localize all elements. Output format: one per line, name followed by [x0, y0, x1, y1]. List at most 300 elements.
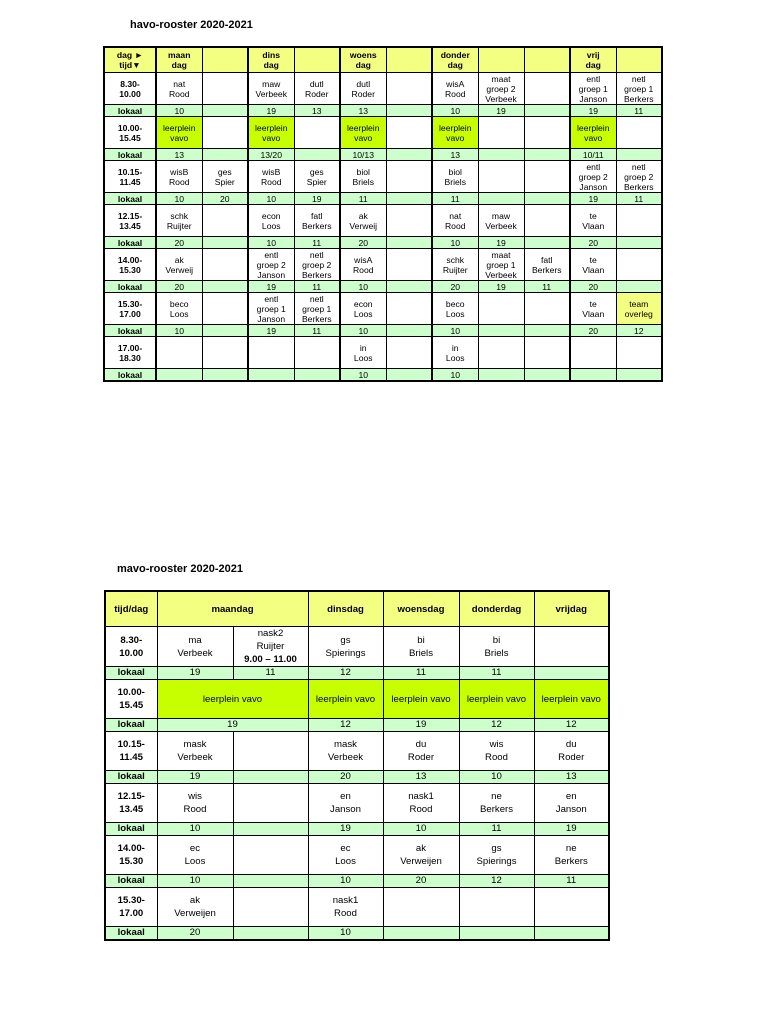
lesson-cell [294, 117, 340, 149]
lokaal-cell: 12 [534, 719, 609, 732]
time-cell: 10.00- 15.45 [104, 117, 156, 149]
lesson-cell: leerplein vavo [157, 680, 308, 719]
lesson-cell: ec Loos [157, 836, 233, 875]
lesson-cell: leerplein vavo [308, 680, 383, 719]
lokaal-cell: 19 [157, 771, 233, 784]
lokaal-cell [233, 771, 308, 784]
lesson-cell [386, 249, 432, 281]
lokaal-cell: 13 [156, 149, 202, 161]
lokaal-cell [386, 369, 432, 382]
lesson-cell: wisB Rood [156, 161, 202, 193]
lokaal-cell [386, 281, 432, 293]
lokaal-cell: 20 [570, 325, 616, 337]
header-row [104, 47, 662, 73]
lokaal-cell: 13 [383, 771, 459, 784]
lokaal-cell [386, 325, 432, 337]
lesson-cell [386, 205, 432, 237]
lesson-cell: biol Briels [432, 161, 478, 193]
lokaal-cell: 20 [383, 875, 459, 888]
lokaal-cell: 19 [308, 823, 383, 836]
lesson-cell [478, 161, 524, 193]
time-row [105, 836, 609, 875]
lokaal-row [104, 369, 662, 382]
lokaal-cell [534, 667, 609, 680]
lesson-cell: ma Verbeek [157, 627, 233, 667]
time-row [105, 784, 609, 823]
havo-title: havo-rooster 2020-2021 [130, 19, 253, 31]
lesson-cell [233, 784, 308, 823]
lokaal-cell: 19 [248, 281, 294, 293]
lokaal-row [104, 325, 662, 337]
lokaal-cell: 20 [156, 281, 202, 293]
lokaal-cell: 10 [157, 823, 233, 836]
lokaal-row [105, 719, 609, 732]
day-header: dinsdag [308, 591, 383, 627]
lokaal-cell: 10/11 [570, 149, 616, 161]
lokaal-row [104, 237, 662, 249]
lokaal-cell: 10 [156, 325, 202, 337]
lokaal-cell [202, 325, 248, 337]
lokaal-label: lokaal [104, 105, 156, 117]
lesson-cell: ne Berkers [534, 836, 609, 875]
lesson-cell: netl groep 1 Berkers [294, 293, 340, 325]
time-cell: 12.15- 13.45 [105, 784, 157, 823]
lokaal-cell: 11 [534, 875, 609, 888]
lesson-cell: netl groep 2 Berkers [616, 161, 662, 193]
lokaal-cell: 10 [340, 369, 386, 382]
lokaal-cell [616, 281, 662, 293]
day-header [202, 47, 248, 73]
lokaal-cell [233, 927, 308, 941]
lesson-cell: beco Loos [432, 293, 478, 325]
time-cell: 12.15- 13.45 [104, 205, 156, 237]
lokaal-cell [478, 325, 524, 337]
lesson-cell: leerplein vavo [156, 117, 202, 149]
lokaal-row [105, 875, 609, 888]
lesson-cell: wis Rood [157, 784, 233, 823]
lesson-cell: entl groep 1 Janson [248, 293, 294, 325]
lesson-cell: du Roder [534, 732, 609, 771]
time-cell: 15.30- 17.00 [105, 888, 157, 927]
lesson-cell: dutl Roder [294, 73, 340, 105]
lokaal-cell [524, 325, 570, 337]
lokaal-cell: 11 [294, 281, 340, 293]
lokaal-cell: 19 [383, 719, 459, 732]
lesson-cell: te Vlaan [570, 293, 616, 325]
lokaal-cell: 11 [459, 823, 534, 836]
lesson-cell: dutl Roder [340, 73, 386, 105]
lokaal-cell: 10 [432, 369, 478, 382]
lesson-cell [616, 249, 662, 281]
lokaal-cell [202, 105, 248, 117]
lesson-cell [386, 161, 432, 193]
time-row [105, 680, 609, 719]
lesson-cell: ak Verweijen [383, 836, 459, 875]
corner-cell: dag ► tijd▼ [104, 47, 156, 73]
lokaal-cell [233, 823, 308, 836]
lesson-cell: ges Spier [202, 161, 248, 193]
lokaal-row [105, 823, 609, 836]
lesson-cell [478, 117, 524, 149]
lokaal-cell: 19 [478, 105, 524, 117]
lesson-cell: te Vlaan [570, 249, 616, 281]
lesson-cell [478, 337, 524, 369]
lokaal-cell: 13 [294, 105, 340, 117]
lokaal-cell [202, 369, 248, 382]
lokaal-label: lokaal [104, 369, 156, 382]
lokaal-cell: 13 [534, 771, 609, 784]
lokaal-cell [616, 149, 662, 161]
lesson-cell: nask1 Rood [308, 888, 383, 927]
day-header: maan dag [156, 47, 202, 73]
lesson-cell [570, 337, 616, 369]
lokaal-cell [478, 149, 524, 161]
lokaal-cell: 10/13 [340, 149, 386, 161]
lesson-cell [202, 205, 248, 237]
lokaal-cell [383, 927, 459, 941]
lesson-cell: te Vlaan [570, 205, 616, 237]
lokaal-cell [202, 281, 248, 293]
lokaal-cell: 10 [383, 823, 459, 836]
lokaal-cell: 11 [294, 237, 340, 249]
lesson-cell [386, 117, 432, 149]
lesson-cell: ec Loos [308, 836, 383, 875]
lesson-cell: leerplein vavo [248, 117, 294, 149]
lesson-cell [233, 732, 308, 771]
lesson-cell [383, 888, 459, 927]
lokaal-cell: 10 [157, 875, 233, 888]
lokaal-label: lokaal [105, 771, 157, 784]
lesson-cell [524, 337, 570, 369]
lokaal-label: lokaal [104, 237, 156, 249]
lokaal-cell [524, 193, 570, 205]
lokaal-cell: 10 [308, 875, 383, 888]
time-row [104, 249, 662, 281]
day-header [294, 47, 340, 73]
time-cell: 17.00- 18.30 [104, 337, 156, 369]
lesson-cell: leerplein vavo [383, 680, 459, 719]
lokaal-label: lokaal [105, 927, 157, 941]
lesson-cell [386, 293, 432, 325]
lesson-cell: leerplein vavo [432, 117, 478, 149]
lokaal-cell: 12 [308, 667, 383, 680]
day-header: woens dag [340, 47, 386, 73]
day-header: vrij dag [570, 47, 616, 73]
lokaal-cell: 13 [432, 149, 478, 161]
time-row [104, 73, 662, 105]
day-header [478, 47, 524, 73]
lokaal-row [104, 193, 662, 205]
lokaal-cell: 10 [248, 193, 294, 205]
day-header: woensdag [383, 591, 459, 627]
lokaal-cell [248, 369, 294, 382]
lesson-cell: mask Verbeek [157, 732, 233, 771]
lesson-cell: biol Briels [340, 161, 386, 193]
lokaal-cell [233, 875, 308, 888]
lokaal-cell: 19 [294, 193, 340, 205]
lesson-cell: in Loos [432, 337, 478, 369]
mavo-title: mavo-rooster 2020-2021 [117, 563, 243, 575]
lokaal-cell: 20 [432, 281, 478, 293]
lokaal-cell: 20 [157, 927, 233, 941]
lesson-cell [386, 73, 432, 105]
lokaal-cell: 11 [294, 325, 340, 337]
lokaal-cell [386, 193, 432, 205]
day-header [524, 47, 570, 73]
lesson-cell: ak Verweij [156, 249, 202, 281]
lokaal-cell: 10 [248, 237, 294, 249]
lesson-cell [524, 293, 570, 325]
lokaal-cell: 10 [432, 237, 478, 249]
lokaal-cell: 10 [156, 193, 202, 205]
lokaal-cell: 11 [432, 193, 478, 205]
lokaal-cell [534, 927, 609, 941]
lokaal-cell: 11 [340, 193, 386, 205]
lokaal-cell: 10 [308, 927, 383, 941]
lesson-cell: mask Verbeek [308, 732, 383, 771]
lesson-cell [478, 293, 524, 325]
lesson-cell: netl groep 2 Berkers [294, 249, 340, 281]
lesson-cell: fatl Berkers [294, 205, 340, 237]
lesson-cell [202, 249, 248, 281]
lesson-cell: ne Berkers [459, 784, 534, 823]
time-cell: 8.30- 10.00 [104, 73, 156, 105]
lokaal-cell: 10 [432, 105, 478, 117]
lesson-cell: leerplein vavo [459, 680, 534, 719]
time-cell: 14.00- 15.30 [104, 249, 156, 281]
lesson-cell: en Janson [534, 784, 609, 823]
lokaal-cell: 12 [459, 875, 534, 888]
lesson-cell: ges Spier [294, 161, 340, 193]
lesson-cell: ak Verweijen [157, 888, 233, 927]
lokaal-cell [202, 149, 248, 161]
lokaal-cell [386, 105, 432, 117]
lokaal-label: lokaal [105, 875, 157, 888]
havo-schedule-table [103, 46, 663, 382]
lokaal-row [105, 667, 609, 680]
lesson-cell: entl groep 2 Janson [248, 249, 294, 281]
lesson-cell: econ Loos [248, 205, 294, 237]
lokaal-label: lokaal [104, 281, 156, 293]
lesson-cell: nask1 Rood [383, 784, 459, 823]
lokaal-row [104, 149, 662, 161]
time-row [104, 337, 662, 369]
time-cell: 10.00- 15.45 [105, 680, 157, 719]
lesson-cell: nat Rood [432, 205, 478, 237]
lesson-cell [202, 337, 248, 369]
lesson-cell: maat groep 2 Verbeek [478, 73, 524, 105]
lesson-cell: wisA Rood [432, 73, 478, 105]
lokaal-cell: 20 [570, 281, 616, 293]
lesson-cell [534, 888, 609, 927]
lesson-cell: schk Ruijter [432, 249, 478, 281]
lokaal-cell: 19 [570, 105, 616, 117]
lokaal-cell: 19 [157, 719, 308, 732]
lesson-cell [233, 836, 308, 875]
lokaal-cell: 20 [570, 237, 616, 249]
lesson-cell [233, 888, 308, 927]
lokaal-label: lokaal [104, 193, 156, 205]
time-row [105, 627, 609, 667]
day-header: donder dag [432, 47, 478, 73]
lokaal-cell: 20 [202, 193, 248, 205]
time-cell: 10.15- 11.45 [105, 732, 157, 771]
lokaal-cell: 19 [534, 823, 609, 836]
lokaal-cell: 19 [570, 193, 616, 205]
lokaal-cell: 20 [156, 237, 202, 249]
day-header [386, 47, 432, 73]
lokaal-cell [524, 149, 570, 161]
lesson-cell: ak Verweij [340, 205, 386, 237]
lokaal-row [105, 927, 609, 941]
time-row [104, 117, 662, 149]
lokaal-cell: 11 [233, 667, 308, 680]
day-header: dins dag [248, 47, 294, 73]
lokaal-cell: 13 [340, 105, 386, 117]
lesson-cell: in Loos [340, 337, 386, 369]
lesson-cell: entl groep 2 Janson [570, 161, 616, 193]
lesson-cell: bi Briels [459, 627, 534, 667]
lesson-cell [202, 117, 248, 149]
day-header: maandag [157, 591, 308, 627]
lokaal-cell [386, 237, 432, 249]
lokaal-label: lokaal [105, 823, 157, 836]
day-header: donderdag [459, 591, 534, 627]
lesson-cell: maw Verbeek [478, 205, 524, 237]
lesson-cell: leerplein vavo [340, 117, 386, 149]
mavo-schedule-table [104, 590, 610, 941]
lesson-cell: econ Loos [340, 293, 386, 325]
lesson-cell: bi Briels [383, 627, 459, 667]
lesson-cell [156, 337, 202, 369]
lokaal-cell: 13/20 [248, 149, 294, 161]
lesson-cell [616, 337, 662, 369]
lesson-cell: nask2 Ruijter 9.00 – 11.00 [233, 627, 308, 667]
lokaal-cell: 11 [616, 193, 662, 205]
lokaal-cell: 10 [340, 281, 386, 293]
lesson-cell: gs Spierings [459, 836, 534, 875]
lokaal-row [104, 105, 662, 117]
lokaal-cell [616, 237, 662, 249]
lokaal-cell: 10 [156, 105, 202, 117]
lokaal-cell [478, 369, 524, 382]
lokaal-cell: 19 [248, 325, 294, 337]
lokaal-cell: 10 [459, 771, 534, 784]
lesson-cell [386, 337, 432, 369]
lesson-cell: leerplein vavo [570, 117, 616, 149]
day-header [616, 47, 662, 73]
lokaal-cell: 19 [157, 667, 233, 680]
lokaal-cell: 10 [340, 325, 386, 337]
lokaal-row [105, 771, 609, 784]
lesson-cell [616, 205, 662, 237]
lokaal-cell: 11 [524, 281, 570, 293]
lesson-cell [524, 73, 570, 105]
day-header: tijd/dag [105, 591, 157, 627]
lesson-cell [248, 337, 294, 369]
lokaal-cell: 12 [459, 719, 534, 732]
lokaal-row [104, 281, 662, 293]
lokaal-cell: 19 [248, 105, 294, 117]
lokaal-cell [478, 193, 524, 205]
lesson-cell [616, 117, 662, 149]
lokaal-cell [524, 105, 570, 117]
lokaal-cell: 10 [432, 325, 478, 337]
lesson-cell: schk Ruijter [156, 205, 202, 237]
lesson-cell: entl groep 1 Janson [570, 73, 616, 105]
lokaal-cell [156, 369, 202, 382]
lesson-cell: beco Loos [156, 293, 202, 325]
lokaal-cell [570, 369, 616, 382]
time-cell: 10.15- 11.45 [104, 161, 156, 193]
time-row [104, 161, 662, 193]
lokaal-cell [294, 149, 340, 161]
lesson-cell [294, 337, 340, 369]
lesson-cell: wisB Rood [248, 161, 294, 193]
lesson-cell: maw Verbeek [248, 73, 294, 105]
lesson-cell: leerplein vavo [534, 680, 609, 719]
lesson-cell [524, 161, 570, 193]
lokaal-cell [616, 369, 662, 382]
lesson-cell [534, 627, 609, 667]
time-cell: 15.30- 17.00 [104, 293, 156, 325]
day-header: vrijdag [534, 591, 609, 627]
lesson-cell [202, 73, 248, 105]
lokaal-cell: 12 [308, 719, 383, 732]
lokaal-label: lokaal [105, 667, 157, 680]
lesson-cell: wis Rood [459, 732, 534, 771]
lesson-cell: team overleg [616, 293, 662, 325]
lokaal-cell: 11 [616, 105, 662, 117]
lesson-cell [202, 293, 248, 325]
lesson-cell [524, 117, 570, 149]
time-row [105, 888, 609, 927]
lesson-cell: wisA Rood [340, 249, 386, 281]
lokaal-label: lokaal [105, 719, 157, 732]
lokaal-cell [524, 369, 570, 382]
lokaal-cell [459, 927, 534, 941]
lokaal-cell [202, 237, 248, 249]
lokaal-cell [294, 369, 340, 382]
lesson-cell: netl groep 1 Berkers [616, 73, 662, 105]
lesson-cell: maat groep 1 Verbeek [478, 249, 524, 281]
time-cell: 8.30- 10.00 [105, 627, 157, 667]
lokaal-cell: 11 [459, 667, 534, 680]
lokaal-label: lokaal [104, 149, 156, 161]
time-row [104, 293, 662, 325]
lesson-cell [524, 205, 570, 237]
lokaal-cell: 20 [340, 237, 386, 249]
time-row [104, 205, 662, 237]
time-row [105, 732, 609, 771]
lesson-cell: en Janson [308, 784, 383, 823]
lesson-cell: du Roder [383, 732, 459, 771]
lokaal-label: lokaal [104, 325, 156, 337]
header-row [105, 591, 609, 627]
lesson-cell [459, 888, 534, 927]
lokaal-cell [386, 149, 432, 161]
lokaal-cell: 19 [478, 237, 524, 249]
lokaal-cell: 12 [616, 325, 662, 337]
lokaal-cell [524, 237, 570, 249]
lesson-cell: nat Rood [156, 73, 202, 105]
lokaal-cell: 11 [383, 667, 459, 680]
lesson-cell: fatl Berkers [524, 249, 570, 281]
time-cell: 14.00- 15.30 [105, 836, 157, 875]
lokaal-cell: 20 [308, 771, 383, 784]
lesson-cell: gs Spierings [308, 627, 383, 667]
lokaal-cell: 19 [478, 281, 524, 293]
